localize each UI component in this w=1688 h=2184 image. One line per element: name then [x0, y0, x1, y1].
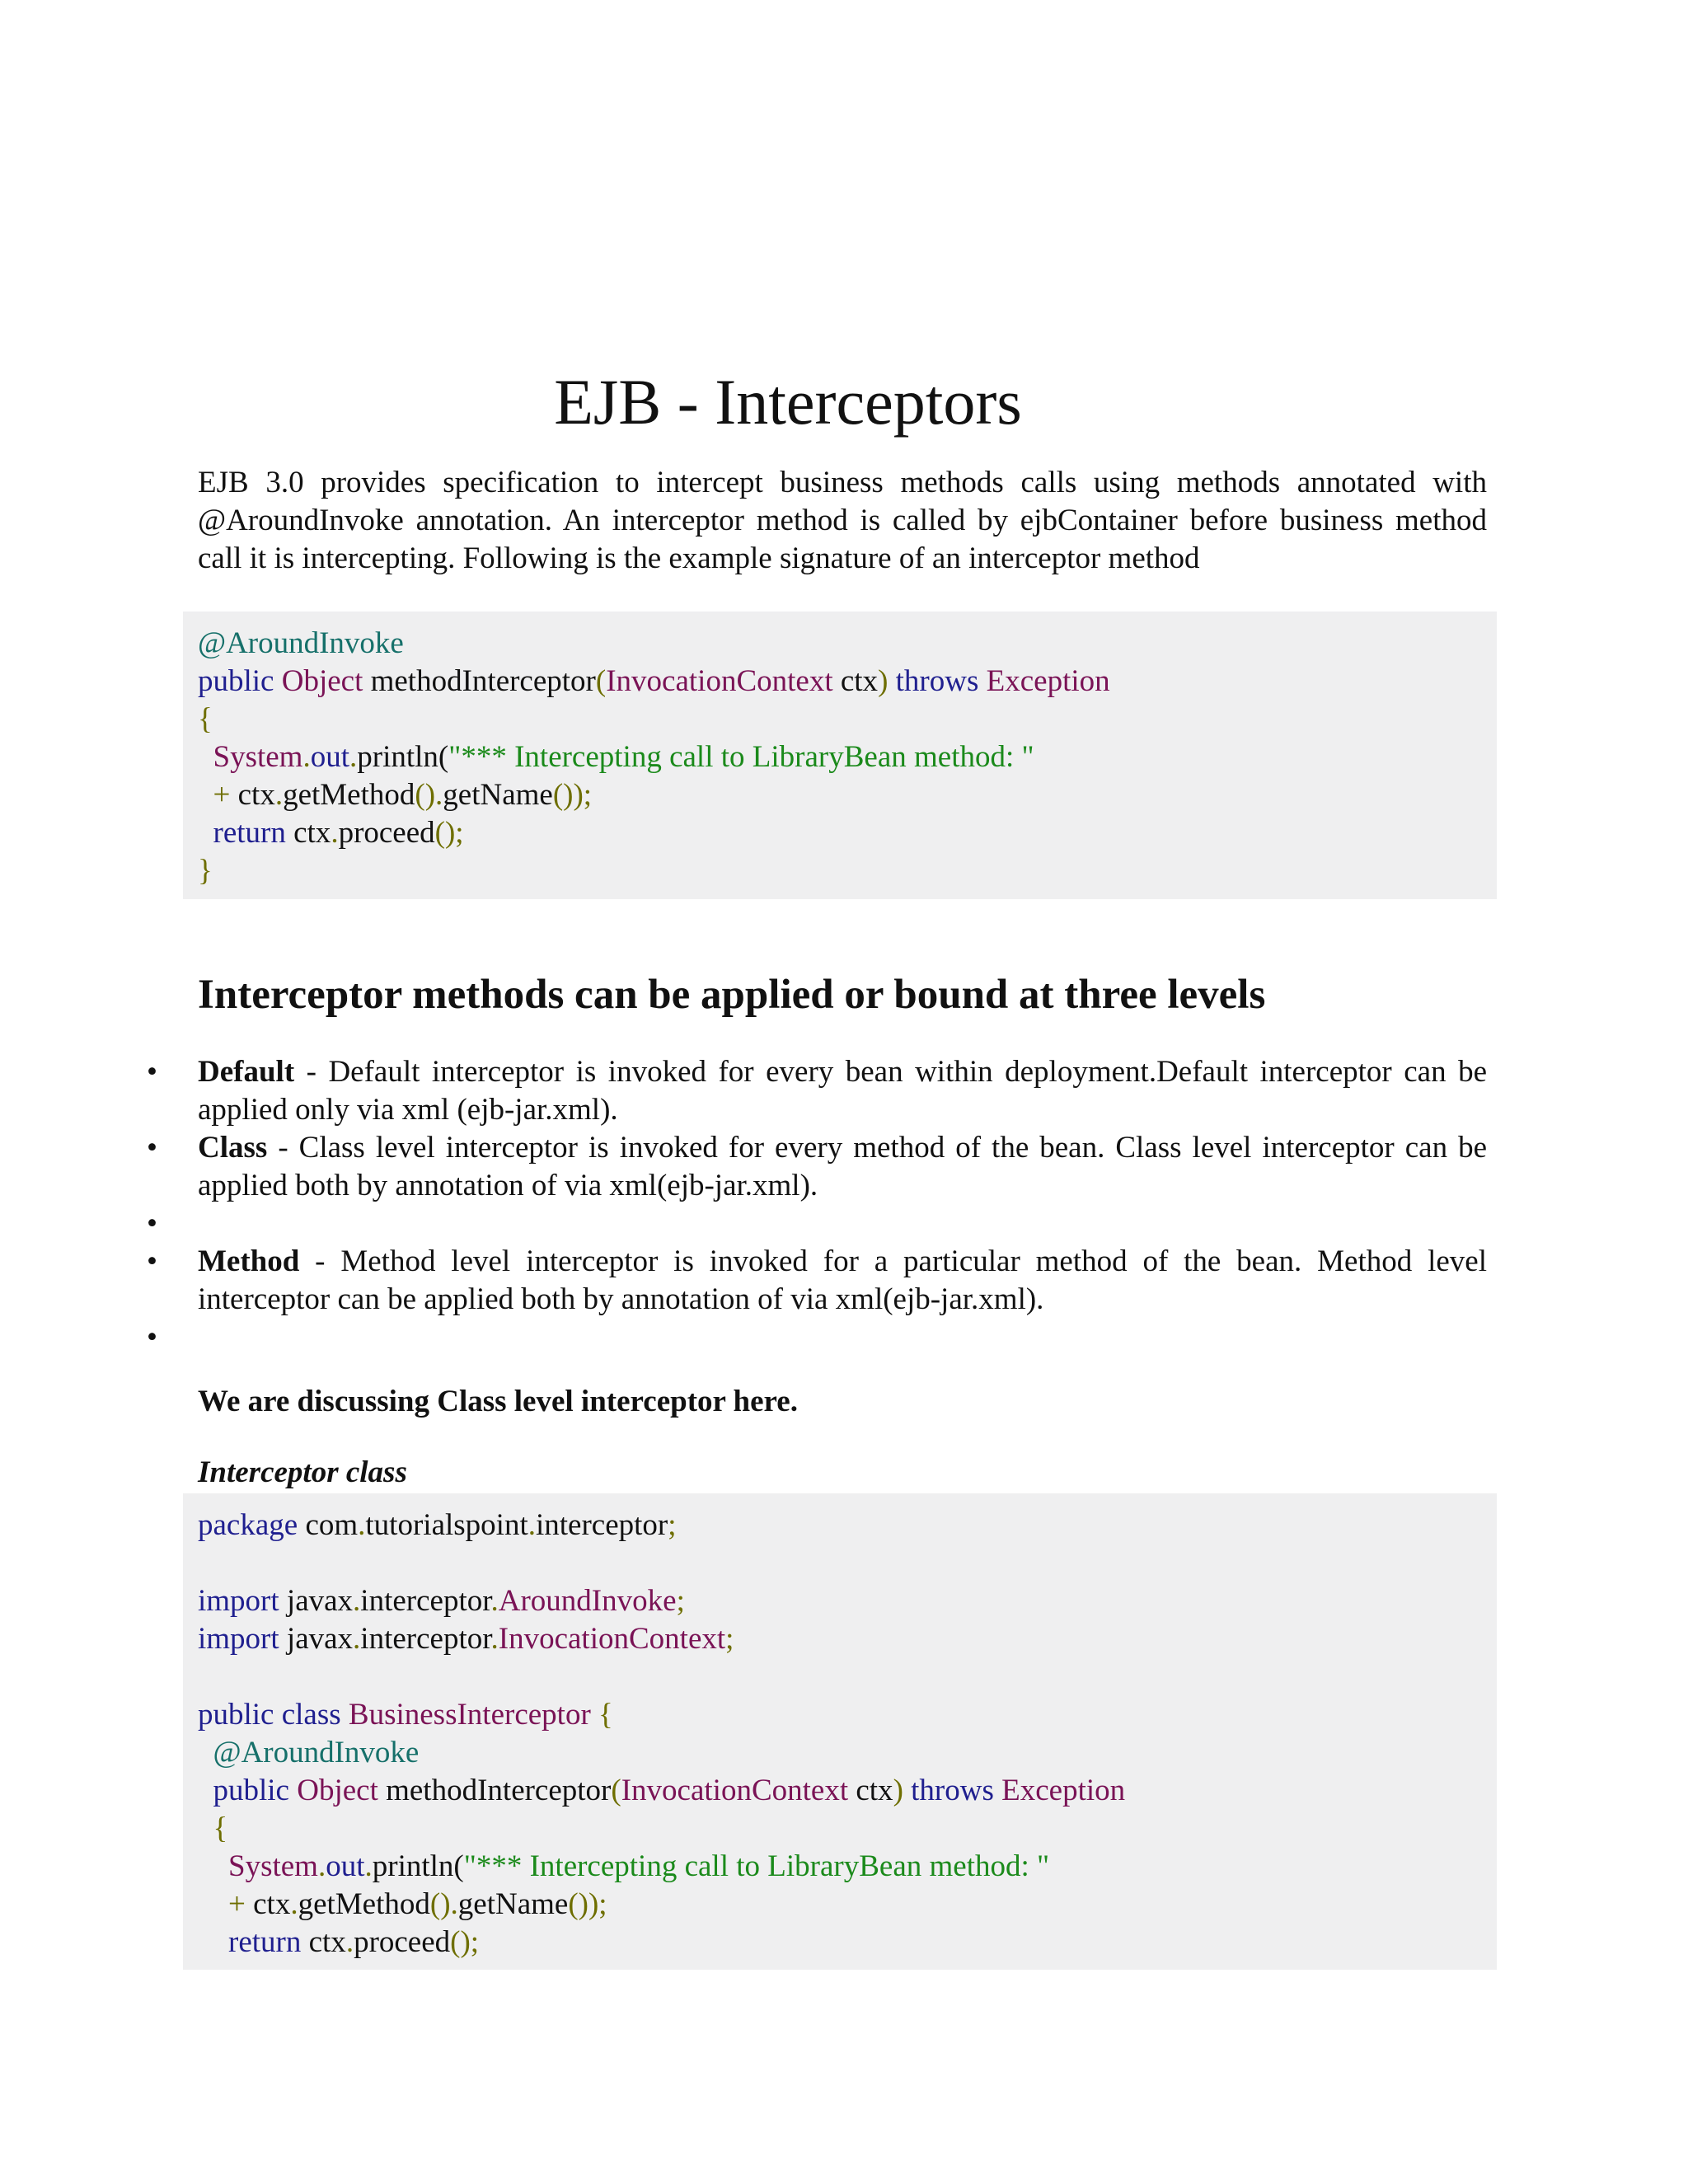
code-line [198, 701, 1497, 738]
code-keyword: throws [895, 664, 979, 698]
code-identifier: com [298, 1508, 359, 1542]
code-punct: ) [893, 1774, 903, 1807]
list-item-empty [0, 1319, 1487, 1357]
code-punct: (); [434, 816, 464, 850]
code-line [198, 1620, 1497, 1658]
code-punct: + [213, 778, 231, 812]
code-punct: ; [668, 1508, 677, 1542]
code-punct: ( [595, 664, 607, 698]
code-punct: ; [725, 1622, 734, 1656]
code-type: InvocationContext [498, 1622, 726, 1656]
list-item-class [0, 1129, 1487, 1205]
code-block-interceptor-class [183, 1493, 1497, 1970]
section-heading: Interceptor methods can be applied or bound at three levels [198, 972, 1266, 1018]
interceptor-class-subheading: Interceptor class [198, 1455, 407, 1489]
code-punct: . [490, 1584, 499, 1618]
code-identifier: interceptor [360, 1584, 491, 1618]
code-identifier: println( [372, 1849, 464, 1883]
code-line [198, 1772, 1497, 1810]
code-keyword: public [213, 1774, 289, 1807]
code-identifier: ctx [230, 778, 275, 812]
code-type: Object [281, 664, 363, 698]
code-punct: () [429, 1887, 451, 1921]
list-item-text: - Class level interceptor is invoked for every method of the bean. Class level interceptor can be applied both by annotation of via xml(ejb-jar.xml). [198, 1131, 1487, 1202]
code-punct: ) [878, 664, 889, 698]
code-punct: ()); [552, 778, 593, 812]
code-type: Exception [1001, 1774, 1126, 1807]
code-keyword: throws [911, 1774, 994, 1807]
code-type: System [213, 740, 303, 774]
code-identifier: println( [357, 740, 449, 774]
code-punct: } [198, 854, 213, 888]
list-item-label: Method [198, 1244, 300, 1278]
code-identifier: methodInterceptor [370, 664, 596, 698]
code-identifier: interceptor [360, 1622, 491, 1656]
code-punct: . [290, 1887, 298, 1921]
code-field: out [310, 740, 349, 774]
discussion-note: We are discussing Class level interceptor here. [198, 1385, 798, 1418]
bullet-icon: • [147, 1055, 157, 1089]
code-annotation: @AroundInvoke [198, 626, 404, 660]
code-identifier: ctx [285, 816, 331, 850]
code-annotation: @AroundInvoke [213, 1736, 420, 1769]
code-punct: + [228, 1887, 246, 1921]
code-punct: ; [676, 1584, 685, 1618]
code-field: out [326, 1849, 365, 1883]
code-punct: { [213, 1811, 228, 1845]
bullet-icon: • [147, 1207, 157, 1240]
code-keyword: import [198, 1584, 279, 1618]
code-identifier: getName [457, 1887, 569, 1921]
code-string: "*** Intercepting call to LibraryBean method: " [463, 1849, 1050, 1883]
code-line [198, 814, 1497, 852]
bullet-icon: • [147, 1244, 157, 1278]
code-punct: ( [611, 1774, 621, 1807]
page-title: EJB - Interceptors [554, 366, 1022, 438]
list-item-empty [0, 1205, 1487, 1243]
code-punct: . [490, 1622, 499, 1656]
code-punct: . [353, 1584, 361, 1618]
code-keyword: return [213, 816, 286, 850]
list-item-label: Default [198, 1055, 295, 1089]
code-line [198, 1924, 1497, 1961]
code-identifier: ctx [848, 1774, 893, 1807]
code-identifier: ctx [301, 1925, 346, 1959]
code-keyword: package [198, 1508, 298, 1542]
code-line [198, 1582, 1497, 1620]
code-identifier: ctx [832, 664, 879, 698]
code-identifier: getName [443, 778, 553, 812]
code-type: System [228, 1849, 318, 1883]
levels-list [0, 1053, 1688, 1357]
code-identifier: methodInterceptor [386, 1774, 612, 1807]
code-punct: . [528, 1508, 536, 1542]
code-identifier: javax [279, 1622, 354, 1656]
code-punct: () [415, 778, 436, 812]
code-line-blank [198, 1658, 1497, 1696]
code-identifier: proceed [338, 816, 435, 850]
code-line [198, 1848, 1497, 1886]
code-punct: . [345, 1925, 354, 1959]
code-line [198, 1810, 1497, 1848]
code-punct: . [450, 1887, 458, 1921]
code-punct: . [364, 1849, 373, 1883]
code-punct: { [590, 1698, 613, 1732]
code-keyword: return [228, 1925, 302, 1959]
intro-paragraph: EJB 3.0 provides specification to intercept business methods calls using methods annotated with @AroundInvoke annotation. An interceptor method is called by ejbContainer before business method call it is intercepting. Following is the example signature of an interceptor method [198, 466, 1487, 575]
code-punct: . [349, 740, 358, 774]
code-line [198, 663, 1497, 701]
code-punct: . [331, 816, 339, 850]
code-type: Exception [986, 664, 1110, 698]
code-line [198, 852, 1497, 890]
code-line [198, 625, 1497, 663]
code-identifier: javax [279, 1584, 354, 1618]
code-punct: { [198, 702, 213, 736]
code-identifier: tutorialspoint [365, 1508, 528, 1542]
code-punct: (); [450, 1925, 480, 1959]
code-type: InvocationContext [606, 664, 833, 698]
code-punct: . [358, 1508, 366, 1542]
code-type: InvocationContext [621, 1774, 849, 1807]
code-punct: . [435, 778, 443, 812]
code-line-blank [198, 1544, 1497, 1582]
code-punct: ()); [568, 1887, 607, 1921]
code-identifier: getMethod [283, 778, 415, 812]
code-line [198, 1696, 1497, 1734]
code-punct: . [317, 1849, 326, 1883]
code-type: Object [297, 1774, 378, 1807]
list-item-method [0, 1243, 1487, 1319]
list-item-text: - Default interceptor is invoked for every bean within deployment.Default interceptor can be applied only via xml (ejb-jar.xml). [198, 1055, 1487, 1127]
code-identifier: interceptor [535, 1508, 668, 1542]
list-item-label: Class [198, 1131, 268, 1165]
code-line [198, 1507, 1497, 1544]
bullet-icon: • [147, 1320, 157, 1354]
code-line [198, 776, 1497, 814]
code-keyword: import [198, 1622, 279, 1656]
code-type: AroundInvoke [498, 1584, 677, 1618]
code-keyword: public [198, 664, 274, 698]
code-punct: . [353, 1622, 361, 1656]
code-punct: . [302, 740, 311, 774]
code-block-signature [183, 612, 1497, 899]
code-line [198, 1886, 1497, 1924]
code-identifier: proceed [354, 1925, 451, 1959]
code-identifier: getMethod [298, 1887, 430, 1921]
code-type: BusinessInterceptor [340, 1698, 591, 1732]
code-string: "*** Intercepting call to LibraryBean method: " [448, 740, 1034, 774]
code-line [198, 1734, 1497, 1772]
code-keyword: public class [198, 1698, 341, 1732]
code-punct: . [274, 778, 284, 812]
code-identifier: ctx [245, 1887, 291, 1921]
list-item-default [0, 1053, 1487, 1129]
code-line [198, 738, 1497, 776]
bullet-icon: • [147, 1131, 157, 1165]
list-item-text: - Method level interceptor is invoked for a particular method of the bean. Method level interceptor can be applied both by annotation of via xml(ejb-jar.xml). [198, 1244, 1487, 1316]
